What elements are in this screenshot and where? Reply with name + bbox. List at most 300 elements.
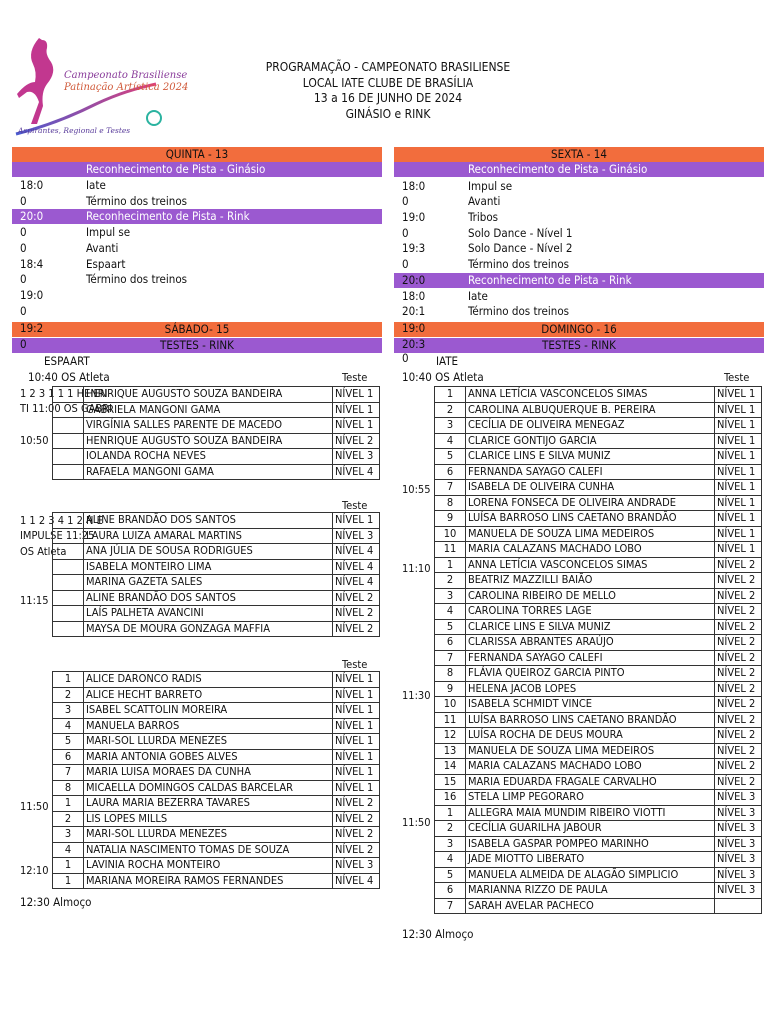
athlete-number [53, 433, 84, 449]
athlete-number: 11 [435, 712, 466, 728]
athlete-number: 5 [53, 734, 84, 750]
athlete-number: 13 [435, 743, 466, 759]
saturday-block2-table [52, 512, 380, 637]
athlete-name: CLARICE GONTIJO GARCIA [466, 433, 715, 449]
athlete-number [53, 387, 84, 403]
saturday-block2-teste: Teste [342, 499, 368, 512]
athlete-level: NÍVEL 1 [715, 542, 762, 558]
athlete-name: ALICE HECHT BARRETO [84, 687, 333, 703]
table-row [435, 805, 762, 821]
athlete-number: 8 [435, 495, 466, 511]
table-row [435, 619, 762, 635]
table-row [435, 542, 762, 558]
athlete-number: 5 [435, 619, 466, 635]
athlete-name: ANNA LETÍCIA VASCONCELOS SIMAS [466, 557, 715, 573]
athlete-name: LAURA MARIA BEZERRA TAVARES [84, 796, 333, 812]
athlete-level: NÍVEL 2 [715, 743, 762, 759]
athlete-level: NÍVEL 1 [715, 464, 762, 480]
athlete-number: 4 [435, 433, 466, 449]
friday-gym-item: Avanti [468, 194, 501, 208]
table-row [53, 387, 380, 403]
athlete-name: ANA JÚLIA DE SOUSA RODRIGUES [84, 544, 333, 560]
athlete-number: 2 [53, 811, 84, 827]
table-row [435, 898, 762, 914]
athlete-name: VIRGÍNIA SALLES PARENTE DE MACEDO [84, 418, 333, 434]
athlete-number: 1 [53, 873, 84, 889]
athlete-number [53, 575, 84, 591]
thursday-rink-header: Reconhecimento de Pista - Rink [12, 209, 382, 224]
athlete-level: NÍVEL 1 [715, 418, 762, 434]
athlete-level: NÍVEL 1 [333, 765, 380, 781]
table-row [53, 718, 380, 734]
athlete-level: NÍVEL 1 [715, 480, 762, 496]
friday-gym-time: 0 [402, 226, 409, 240]
thursday-gym-item: Iate [86, 178, 106, 192]
athlete-name: MARIA CALAZANS MACHADO LOBO [466, 542, 715, 558]
saturday-sub-header: TESTES - RINK [12, 338, 382, 353]
athlete-level: NÍVEL 1 [333, 780, 380, 796]
athlete-name: HENRIQUE AUGUSTO SOUZA BANDEIRA [84, 387, 333, 403]
athlete-level: NÍVEL 2 [333, 827, 380, 843]
saturday-block1-time: 10:50 [20, 434, 49, 447]
athlete-name: CAROLINA ALBUQUERQUE B. PEREIRA [466, 402, 715, 418]
thursday-gym-item: Término dos treinos [86, 194, 188, 208]
table-row [435, 852, 762, 868]
thursday-rink-time: 0 [20, 304, 27, 318]
athlete-level: NÍVEL 1 [333, 418, 380, 434]
sunday-day-header: DOMINGO - 16 [394, 322, 764, 337]
table-row [435, 449, 762, 465]
athlete-name: MARIA LUISA MORAES DA CUNHA [84, 765, 333, 781]
table-row [53, 433, 380, 449]
athlete-number: 1 [53, 672, 84, 688]
athlete-number [53, 464, 84, 480]
table-row [53, 418, 380, 434]
table-row [435, 464, 762, 480]
athlete-level: NÍVEL 2 [333, 433, 380, 449]
table-row [53, 687, 380, 703]
thursday-rink-time: 19:0 [20, 288, 44, 302]
athlete-name: MANUELA DE SOUZA LIMA MEDEIROS [466, 526, 715, 542]
table-row [53, 402, 380, 418]
athlete-number: 1 [53, 858, 84, 874]
athlete-name: ALINE BRANDÃO DOS SANTOS [84, 590, 333, 606]
table-row [435, 712, 762, 728]
athlete-level [715, 898, 762, 914]
athlete-level: NÍVEL 2 [715, 666, 762, 682]
sunday-sub-header: TESTES - RINK [394, 338, 764, 353]
table-row [435, 681, 762, 697]
athlete-level: NÍVEL 3 [333, 858, 380, 874]
athlete-level: NÍVEL 1 [715, 449, 762, 465]
athlete-name: HELENA JACOB LOPES [466, 681, 715, 697]
athlete-level: NÍVEL 1 [715, 511, 762, 527]
table-row [53, 590, 380, 606]
athlete-level: NÍVEL 3 [715, 883, 762, 899]
athlete-name: ANNA LETÍCIA VASCONCELOS SIMAS [466, 387, 715, 403]
athlete-level: NÍVEL 2 [715, 557, 762, 573]
saturday-day-header: SÁBADO- 15 [12, 322, 382, 337]
athlete-name: JADE MIOTTO LIBERATO [466, 852, 715, 868]
athlete-name: MARIANNA RIZZO DE PAULA [466, 883, 715, 899]
thursday-rink-time: 20:0 [20, 209, 44, 223]
header-line-2: LOCAL IATE CLUBE DE BRASÍLIA [302, 75, 474, 90]
friday-rink-time: 20:1 [402, 304, 426, 318]
athlete-level: NÍVEL 2 [715, 728, 762, 744]
thursday-rink-time: 18:4 [20, 257, 44, 271]
athlete-name: CLARISSA ABRANTES ARAÚJO [466, 635, 715, 651]
table-row [53, 858, 380, 874]
athlete-number: 8 [435, 666, 466, 682]
table-row [53, 528, 380, 544]
athlete-number [53, 402, 84, 418]
friday-gym-time: 19:0 [402, 210, 426, 224]
saturday-block3-teste: Teste [342, 658, 368, 671]
friday-rink-item: Iate [468, 289, 488, 303]
sunday-time-2: 11:10 [402, 562, 431, 575]
athlete-level: NÍVEL 2 [333, 621, 380, 637]
athlete-level: NÍVEL 4 [333, 464, 380, 480]
table-row [53, 449, 380, 465]
thursday-rink-time: 0 [20, 337, 27, 351]
thursday-gym-time: 0 [20, 194, 27, 208]
athlete-name: IOLANDA ROCHA NEVES [84, 449, 333, 465]
athlete-level: NÍVEL 1 [333, 703, 380, 719]
athlete-number: 2 [435, 573, 466, 589]
athlete-level: NÍVEL 3 [715, 821, 762, 837]
athlete-level: NÍVEL 4 [333, 873, 380, 889]
friday-rink-time: 20:3 [402, 337, 426, 351]
athlete-number: 7 [435, 650, 466, 666]
athlete-name: MARINA GAZETA SALES [84, 575, 333, 591]
athlete-number [53, 418, 84, 434]
table-row [53, 749, 380, 765]
thursday-rink-time: 0 [20, 272, 27, 286]
table-row [53, 559, 380, 575]
athlete-name: FLÁVIA QUEIROZ GARCIA PINTO [466, 666, 715, 682]
saturday-block2-side2: IMPULSE 11:25 [20, 529, 95, 542]
athlete-level: NÍVEL 2 [333, 590, 380, 606]
athlete-name: LAURA LUIZA AMARAL MARTINS [84, 528, 333, 544]
table-row [435, 697, 762, 713]
athlete-number: 8 [53, 780, 84, 796]
athlete-name: LUÍSA BARROSO LINS CAETANO BRANDÃO [466, 712, 715, 728]
athlete-name: MAYSA DE MOURA GONZAGA MAFFIA [84, 621, 333, 637]
sunday-teste-label: Teste [724, 371, 750, 384]
athlete-number: 2 [435, 821, 466, 837]
table-row [435, 743, 762, 759]
table-row [435, 836, 762, 852]
athlete-name: LUÍSA ROCHA DE DEUS MOURA [466, 728, 715, 744]
athlete-level: NÍVEL 2 [715, 635, 762, 651]
table-row [435, 573, 762, 589]
athlete-level: NÍVEL 4 [333, 575, 380, 591]
athlete-name: FERNANDA SAYAGO CALEFI [466, 650, 715, 666]
table-row [435, 604, 762, 620]
athlete-number: 1 [435, 805, 466, 821]
table-row [53, 606, 380, 622]
saturday-block1-side2: TI 11:00 OS GABRI [20, 402, 112, 415]
friday-gym-item: Solo Dance - Nível 2 [468, 241, 573, 255]
table-row [435, 418, 762, 434]
athlete-level: NÍVEL 2 [715, 759, 762, 775]
athlete-number: 3 [53, 827, 84, 843]
athlete-level: NÍVEL 2 [333, 606, 380, 622]
header-line-1: PROGRAMAÇÃO - CAMPEONATO BRASILIENSE [265, 60, 511, 74]
athlete-name: ISABEL SCATTOLIN MOREIRA [84, 703, 333, 719]
athlete-name: MARI-SOL LLURDA MENEZES [84, 827, 333, 843]
table-row [435, 511, 762, 527]
athlete-level: NÍVEL 2 [715, 712, 762, 728]
friday-gym-item: Término dos treinos [468, 257, 570, 271]
sunday-club: IATE [436, 354, 459, 368]
table-row [435, 883, 762, 899]
athlete-number: 9 [435, 681, 466, 697]
athlete-number: 4 [435, 604, 466, 620]
table-row [53, 811, 380, 827]
table-row [435, 635, 762, 651]
athlete-number: 11 [435, 542, 466, 558]
athlete-number: 10 [435, 697, 466, 713]
table-row [53, 873, 380, 889]
athlete-number: 7 [435, 898, 466, 914]
thursday-rink-time: 0 [20, 241, 27, 255]
sunday-time-3: 11:30 [402, 689, 431, 702]
thursday-gym-header: Reconhecimento de Pista - Ginásio [12, 162, 382, 177]
table-row [435, 387, 762, 403]
athlete-name: CLARICE LINS E SILVA MUNIZ [466, 449, 715, 465]
athlete-name: BEATRIZ MAZZILLI BAIÃO [466, 573, 715, 589]
athlete-name: ALICE DARONCO RADIS [84, 672, 333, 688]
athlete-level: NÍVEL 2 [715, 573, 762, 589]
table-row [435, 666, 762, 682]
athlete-name: CAROLINA RIBEIRO DE MELLO [466, 588, 715, 604]
table-row [435, 402, 762, 418]
friday-gym-time: 18:0 [402, 179, 426, 193]
athlete-number: 16 [435, 790, 466, 806]
table-row [53, 513, 380, 529]
athlete-number: 4 [53, 842, 84, 858]
saturday-block2-side: 1 1 2 3 4 1 2 N E [20, 514, 103, 527]
table-row [53, 780, 380, 796]
athlete-level: NÍVEL 4 [333, 544, 380, 560]
athlete-name: CLARICE LINS E SILVA MUNIZ [466, 619, 715, 635]
athlete-name: CECÍLIA GUARILHA JABOUR [466, 821, 715, 837]
logo-title-line1: Campeonato Brasiliense [64, 70, 188, 81]
athlete-level: NÍVEL 2 [715, 697, 762, 713]
athlete-level: NÍVEL 1 [715, 433, 762, 449]
athlete-number: 10 [435, 526, 466, 542]
logo-subtitle: Aspirantes, Regional e Testes [18, 126, 131, 135]
athlete-level: NÍVEL 2 [715, 619, 762, 635]
table-row [435, 774, 762, 790]
athlete-level: NÍVEL 2 [715, 681, 762, 697]
athlete-name: CECÍLIA DE OLIVEIRA MENEGAZ [466, 418, 715, 434]
athlete-number: 3 [53, 703, 84, 719]
athlete-level: NÍVEL 3 [333, 528, 380, 544]
table-row [435, 588, 762, 604]
athlete-name: ISABELA SCHMIDT VINCE [466, 697, 715, 713]
athlete-level: NÍVEL 1 [715, 387, 762, 403]
thursday-gym-time: 18:0 [20, 178, 44, 192]
table-row [53, 544, 380, 560]
friday-rink-item: Término dos treinos [468, 304, 570, 318]
athlete-level: NÍVEL 3 [715, 805, 762, 821]
athlete-number [53, 513, 84, 529]
athlete-number: 3 [435, 588, 466, 604]
table-row [435, 759, 762, 775]
sunday-lunch: 12:30 Almoço [402, 927, 474, 941]
table-row [53, 827, 380, 843]
sunday-time-4: 11:50 [402, 816, 431, 829]
athlete-level: NÍVEL 1 [333, 387, 380, 403]
table-row [435, 650, 762, 666]
athlete-number [53, 528, 84, 544]
saturday-block1-table [52, 386, 380, 480]
saturday-block2-side3: OS Atleta [20, 545, 67, 558]
athlete-name: MANUELA ALMEIDA DE ALAGÃO SIMPLICIO [466, 867, 715, 883]
table-row [53, 575, 380, 591]
athlete-number: 5 [435, 449, 466, 465]
athlete-name: LORENA FONSECA DE OLIVEIRA ANDRADE [466, 495, 715, 511]
friday-gym-time: 19:3 [402, 241, 426, 255]
athlete-level: NÍVEL 3 [715, 790, 762, 806]
athlete-number: 1 [435, 387, 466, 403]
athlete-name: ISABELA MONTEIRO LIMA [84, 559, 333, 575]
logo-title [64, 70, 188, 94]
table-row [435, 480, 762, 496]
table-row [435, 433, 762, 449]
athlete-level: NÍVEL 2 [333, 811, 380, 827]
table-row [435, 728, 762, 744]
header-line-4: GINÁSIO e RINK [345, 106, 431, 121]
athlete-level: NÍVEL 3 [715, 836, 762, 852]
athlete-level: NÍVEL 1 [333, 672, 380, 688]
athlete-name: LUÍSA BARROSO LINS CAETANO BRANDÃO [466, 511, 715, 527]
athlete-number: 4 [53, 718, 84, 734]
table-row [435, 495, 762, 511]
table-row [53, 703, 380, 719]
athlete-name: MARIA ANTONIA GOBES ALVES [84, 749, 333, 765]
table-row [435, 867, 762, 883]
table-row [53, 464, 380, 480]
table-row [53, 765, 380, 781]
athlete-name: MICAELLA DOMINGOS CALDAS BARCELAR [84, 780, 333, 796]
table-row [435, 790, 762, 806]
friday-rink-header: Reconhecimento de Pista - Rink [394, 273, 764, 288]
thursday-rink-time: 0 [20, 225, 27, 239]
saturday-header-time: 10:40 OS Atleta [28, 370, 110, 384]
athlete-level: NÍVEL 1 [715, 402, 762, 418]
athlete-name: ISABELA GASPAR POMPEO MARINHO [466, 836, 715, 852]
athlete-name: FERNANDA SAYAGO CALEFI [466, 464, 715, 480]
saturday-block3-table [52, 671, 380, 889]
athlete-name: MANUELA DE SOUZA LIMA MEDEIROS [466, 743, 715, 759]
friday-rink-time: 0 [402, 351, 409, 365]
athlete-name: CAROLINA TORRES LAGE [466, 604, 715, 620]
athlete-level: NÍVEL 4 [333, 559, 380, 575]
athlete-number: 6 [435, 635, 466, 651]
friday-rink-time: 20:0 [402, 273, 426, 287]
athlete-number: 2 [435, 402, 466, 418]
athlete-number: 5 [435, 867, 466, 883]
athlete-number [53, 621, 84, 637]
athlete-name: MARIA EDUARDA FRAGALE CARVALHO [466, 774, 715, 790]
thursday-rink-item: Término dos treinos [86, 272, 188, 286]
athlete-level: NÍVEL 1 [715, 526, 762, 542]
table-row [435, 526, 762, 542]
friday-gym-item: Impul se [468, 179, 513, 193]
athlete-number [53, 590, 84, 606]
athlete-level: NÍVEL 1 [333, 402, 380, 418]
athlete-level: NÍVEL 3 [333, 449, 380, 465]
athlete-level: NÍVEL 1 [715, 495, 762, 511]
athlete-number: 14 [435, 759, 466, 775]
athlete-level: NÍVEL 1 [333, 718, 380, 734]
saturday-lunch: 12:30 Almoço [20, 895, 92, 909]
saturday-block3-time2: 12:10 [20, 864, 49, 877]
saturday-block2-time: 11:15 [20, 594, 49, 607]
athlete-level: NÍVEL 2 [715, 774, 762, 790]
thursday-day-header: QUINTA - 13 [12, 147, 382, 162]
athlete-level: NÍVEL 1 [333, 734, 380, 750]
friday-gym-item: Solo Dance - Nível 1 [468, 226, 573, 240]
athlete-level: NÍVEL 1 [333, 749, 380, 765]
athlete-level: NÍVEL 1 [333, 687, 380, 703]
athlete-name: LAÍS PALHETA AVANCINI [84, 606, 333, 622]
header-line-3: 13 a 16 DE JUNHO DE 2024 [313, 91, 463, 105]
athlete-number: 3 [435, 836, 466, 852]
table-row [53, 734, 380, 750]
athlete-name: HENRIQUE AUGUSTO SOUZA BANDEIRA [84, 433, 333, 449]
athlete-level: NÍVEL 2 [715, 650, 762, 666]
sunday-header-time: 10:40 OS Atleta [402, 370, 484, 384]
athlete-number [53, 449, 84, 465]
saturday-teste-label: Teste [342, 371, 368, 384]
athlete-name: MARI-SOL LLURDA MENEZES [84, 734, 333, 750]
athlete-number: 3 [435, 418, 466, 434]
athlete-name: ALLEGRA MAIA MUNDIM RIBEIRO VIOTTI [466, 805, 715, 821]
saturday-club: ESPAART [44, 354, 90, 368]
sunday-time-1: 10:55 [402, 483, 431, 496]
logo-title-line2: Patinação Artística 2024 [64, 82, 189, 93]
athlete-name: ISABELA DE OLIVEIRA CUNHA [466, 480, 715, 496]
athlete-name: MANUELA BARROS [84, 718, 333, 734]
athlete-name: MARIA CALAZANS MACHADO LOBO [466, 759, 715, 775]
table-row [53, 842, 380, 858]
thursday-rink-time: 19:2 [20, 321, 44, 335]
athlete-level: NÍVEL 2 [333, 796, 380, 812]
athlete-number: 12 [435, 728, 466, 744]
athlete-number [53, 544, 84, 560]
athlete-number: 2 [53, 687, 84, 703]
saturday-block1-side: 1 2 3 1 1 1 HENRI [20, 387, 108, 400]
table-row [435, 821, 762, 837]
athlete-number: 1 [53, 796, 84, 812]
athlete-level: NÍVEL 1 [333, 513, 380, 529]
athlete-level: NÍVEL 2 [333, 842, 380, 858]
table-row [53, 672, 380, 688]
athlete-name: LAVINIA ROCHA MONTEIRO [84, 858, 333, 874]
athlete-number: 15 [435, 774, 466, 790]
table-row [53, 796, 380, 812]
athlete-level: NÍVEL 3 [715, 867, 762, 883]
athlete-name: STELA LIMP PEGORARO [466, 790, 715, 806]
athlete-name: GABRIELA MANGONI GAMA [84, 402, 333, 418]
athlete-number: 6 [435, 883, 466, 899]
athlete-name: LIS LOPES MILLS [84, 811, 333, 827]
friday-gym-item: Tribos [468, 210, 499, 224]
